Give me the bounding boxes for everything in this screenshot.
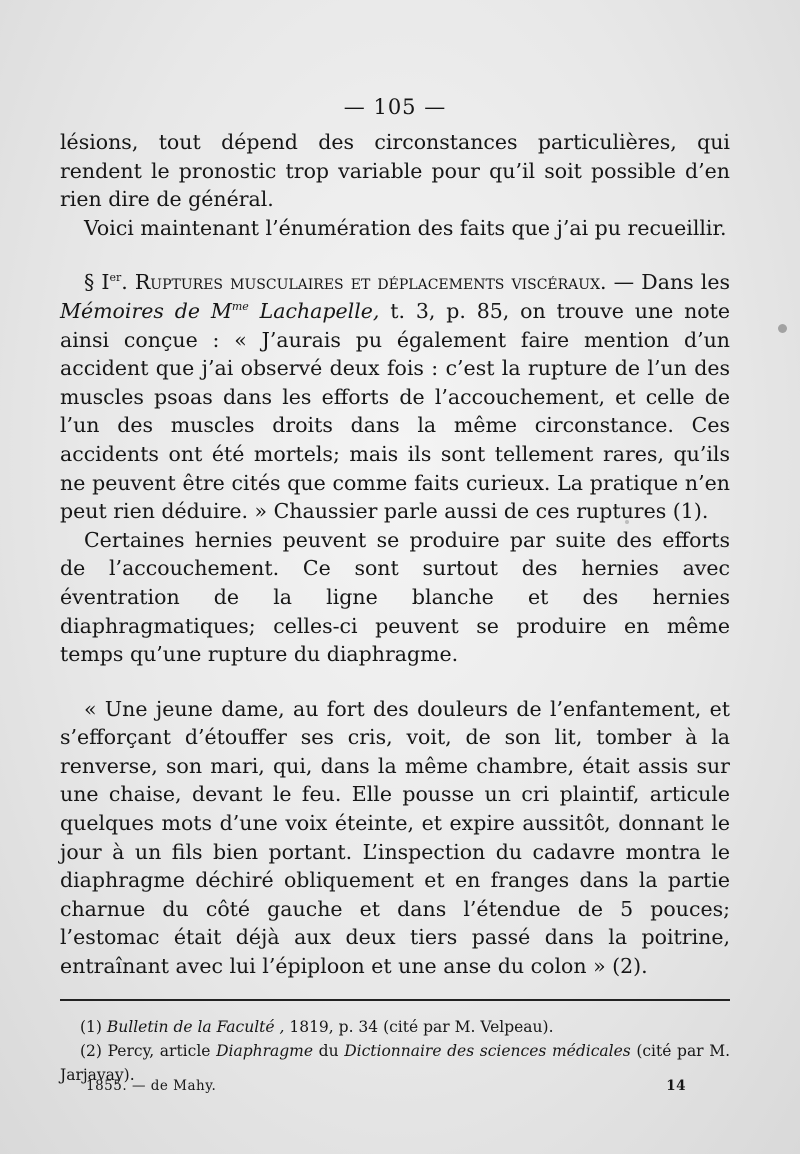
footnotes [60,1015,730,1087]
footnote-2-number: (2) [80,1041,108,1060]
footnote-1 [60,1015,730,1039]
paper-speck [778,324,787,333]
footnote-2-article: Diaphragme [216,1041,314,1060]
footnote-2-text-2: du [313,1041,345,1060]
paragraph-enumeration: Voici maintenant l’énumération des faits que j’ai pu recueillir. [84,215,727,240]
memoires-title [60,299,379,323]
section-text-2: t. 3, p. 85, on trouve une note ainsi conçue : « J’aurais pu également faire mention d’un accident que j’ai observé deux fois : c’est la rupture de l’un des muscles psoas dans les efforts de l’accouchement, et celle de l’un des muscles droits dans la même circonstance. Ces accidents ont été mortels; mais ils sont tellement rares, qu’ils ne peuvent être cités que comme faits curieux. La pratique n’en peut rien déduire. » Chaussier parle aussi de ces ruptures (1). [60,298,730,524]
page-number: — 105 — [343,95,447,119]
footnote-1-title: Bulletin de la Faculté , [106,1017,285,1036]
footnote-2-text-1: Percy, article [107,1041,217,1060]
section-mark: § I [84,270,110,295]
paper-speck [625,520,629,524]
paragraph-lesions: lésions, tout dépend des circonstances particulières, qui rendent le pronostic trop variable pour qu’il soit possible d’en rien dire de général. [60,130,730,212]
footnote-2-text-3: (cité par M. Jarjavay). [60,1041,731,1084]
footnote-1-text: 1819, p. 34 (cité par M. Velpeau). [284,1017,554,1036]
memoires-title-superscript: me [231,300,249,314]
footnote-1-number: (1) [80,1017,107,1036]
signature-number: 14 [666,1078,686,1094]
memoires-title-part-1: Mémoires de M [60,298,232,323]
footnote-rule [60,999,730,1001]
memoires-title-part-2: Lachapelle, [248,298,380,323]
section-title: . Ruptures musculaires et déplacements viscéraux. — [121,270,635,295]
section-text-1: Dans les [634,270,730,295]
paragraph-quotation: « Une jeune dame, au fort des douleurs de l’enfantement, et s’efforçant d’étouffer ses cris, voit, de son lit, tomber à la renverse, son mari, qui, dans la même chambre, était assis sur une chaise, devant le feu. Elle pousse un cri plaintif, articule quelques mots d’une voix éteinte, et expire aussitôt, donnant le jour à un fils bien portant. L’inspection du cadavre montra le diaphragme déchiré obliquement et en franges dans la partie charnue du côté gauche et dans l’étendue de 5 pouces; l’estomac était déjà aux deux tiers passé dans la poitrine, entraînant avec lui l’épiploon et une anse du colon » (2). [60,696,730,979]
section-mark-superscript: er [109,271,122,285]
signature-line [86,1078,686,1094]
page-body [60,92,730,1087]
spacer [60,669,730,695]
spacer [60,242,730,268]
footnote-2-dictionary: Dictionnaire des sciences médicales [344,1041,631,1060]
signature-left: 1855. — de Mahy. [86,1078,217,1094]
paragraph-section-ruptures [60,268,730,525]
paragraph-hernies: Certaines hernies peuvent se produire par suite des efforts de l’accouchement. Ce sont surtout des hernies avec éventration de la ligne blanche et des hernies diaphragmatiques; celles-ci peuvent se produire en même temps qu’une rupture du diaphragme. [60,527,730,667]
